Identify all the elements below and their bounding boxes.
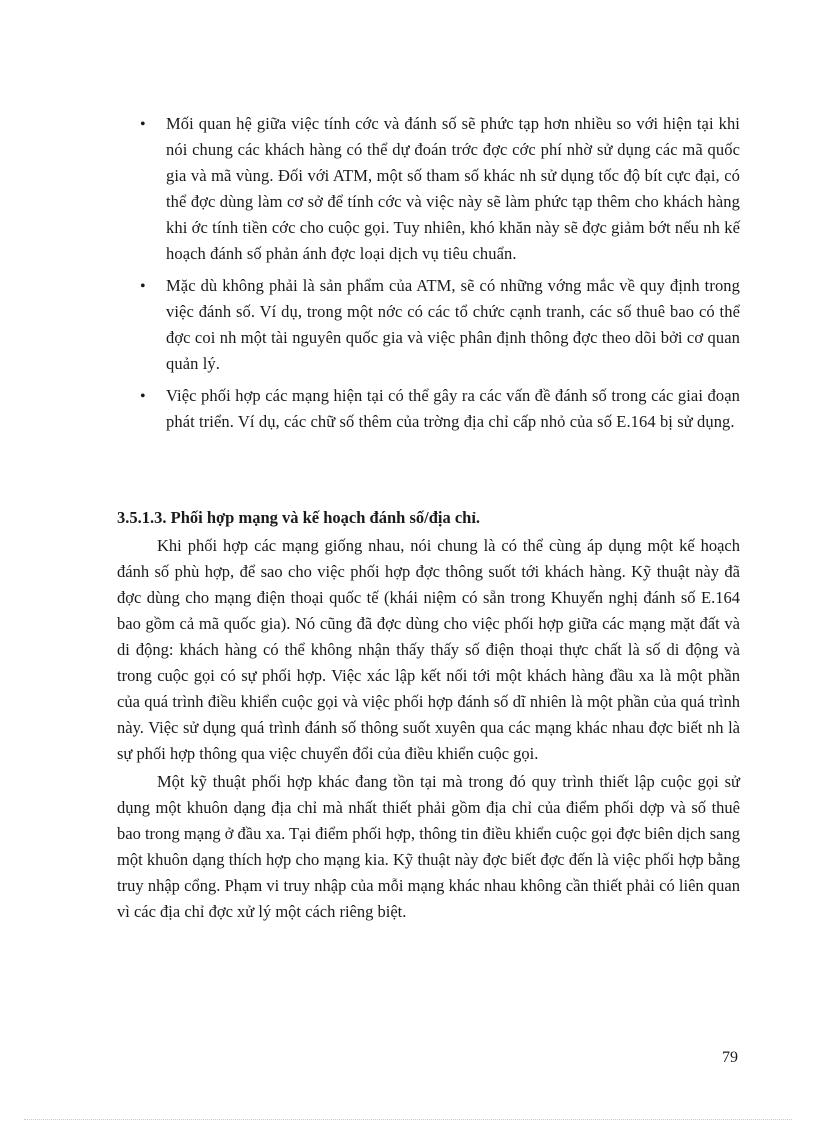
bullet-item bbox=[140, 273, 740, 377]
body-paragraph: Khi phối hợp các mạng giống nhau, nói chung là có thể cùng áp dụng một kế hoạch đánh số phù hợp, để sao cho việc phối hợp đợc thông suốt tới khách hàng. Kỹ thuật này đã đợc dùng cho mạng điện thoại quốc tế (khái niệm có sẵn trong Khuyến nghị đánh số E.164 bao gồm cả mã quốc gia). Nó cũng đã đợc dùng cho việc phối hợp giữa các mạng mặt đất và di động: khách hàng có thể không nhận thấy thấy số điện thoại thực chất là số di động và trong cuộc gọi có sự phối hợp. Việc xác lập kết nối tới một khách hàng đầu xa là một phần của quá trình điều khiển cuộc gọi và việc phối hợp đánh số dĩ nhiên là một phần của quá trình này. Việc sử dụng quá trình đánh số thông suốt xuyên qua các mạng khác nhau đợc biết nh là sự phối hợp thông qua việc chuyển đổi của điều khiển cuộc gọi. bbox=[117, 536, 740, 763]
bullet-marker: • bbox=[140, 116, 146, 133]
bullet-item bbox=[140, 111, 740, 267]
bullet-text: Mặc dù không phải là sản phẩm của ATM, sẽ có những vớng mắc về quy định trong việc đánh số. Ví dụ, trong một nớc có các tổ chức cạnh tranh, các số thuê bao có thể đợc coi nh một tài nguyên quốc gia và việc phân định thông đợc theo dõi bởi cơ quan quản lý. bbox=[166, 276, 740, 373]
bullet-marker: • bbox=[140, 388, 146, 405]
bullet-list bbox=[140, 111, 740, 441]
page-number: 79 bbox=[722, 1049, 738, 1066]
section-heading: 3.5.1.3. Phối hợp mạng và kế hoạch đánh số/địa chỉ. bbox=[117, 508, 481, 527]
bullet-item bbox=[140, 383, 740, 435]
bullet-text: Việc phối hợp các mạng hiện tại có thể gây ra các vấn đề đánh số trong các giai đoạn phát triển. Ví dụ, các chữ số thêm của trờng địa chỉ cấp nhỏ của số E.164 bị sử dụng. bbox=[166, 386, 740, 431]
bullet-text: Mối quan hệ giữa việc tính cớc và đánh số sẽ phức tạp hơn nhiều so với hiện tại khi nói chung các khách hàng có thể dự đoán trớc đợc cớc phí nhờ sử dụng các mã quốc gia và mã vùng. Đối với ATM, một số tham số khác nh sử dụng tốc độ bít cực đại, có thể đợc dùng làm cơ sở để tính cớc và việc này sẽ làm phức tạp thêm cho khách hàng khi ớc tính tiền cớc cho cuộc gọi. Tuy nhiên, khó khăn này sẽ đợc giảm bớt nếu nh kế hoạch đánh số phản ánh đợc loại dịch vụ tiêu chuẩn. bbox=[166, 114, 740, 263]
bullet-marker: • bbox=[140, 278, 146, 295]
page-bottom-divider bbox=[24, 1119, 792, 1120]
body-paragraph: Một kỹ thuật phối hợp khác đang tồn tại mà trong đó quy trình thiết lập cuộc gọi sử dụng một khuôn dạng địa chỉ mà nhất thiết phải gồm địa chỉ của điểm phối dợp và số thuê bao trong mạng ở đầu xa. Tại điểm phối hợp, thông tin điều khiển cuộc gọi đợc biên dịch sang một khuôn dạng thích hợp cho mạng kia. Kỹ thuật này đợc biết đợc đến là việc phối hợp bằng truy nhập cổng. Phạm vi truy nhập của mỗi mạng khác nhau không cần thiết phải có liên quan vì các địa chỉ đợc xử lý một cách riêng biệt. bbox=[117, 772, 740, 921]
section-3-5-1-3 bbox=[117, 505, 740, 927]
